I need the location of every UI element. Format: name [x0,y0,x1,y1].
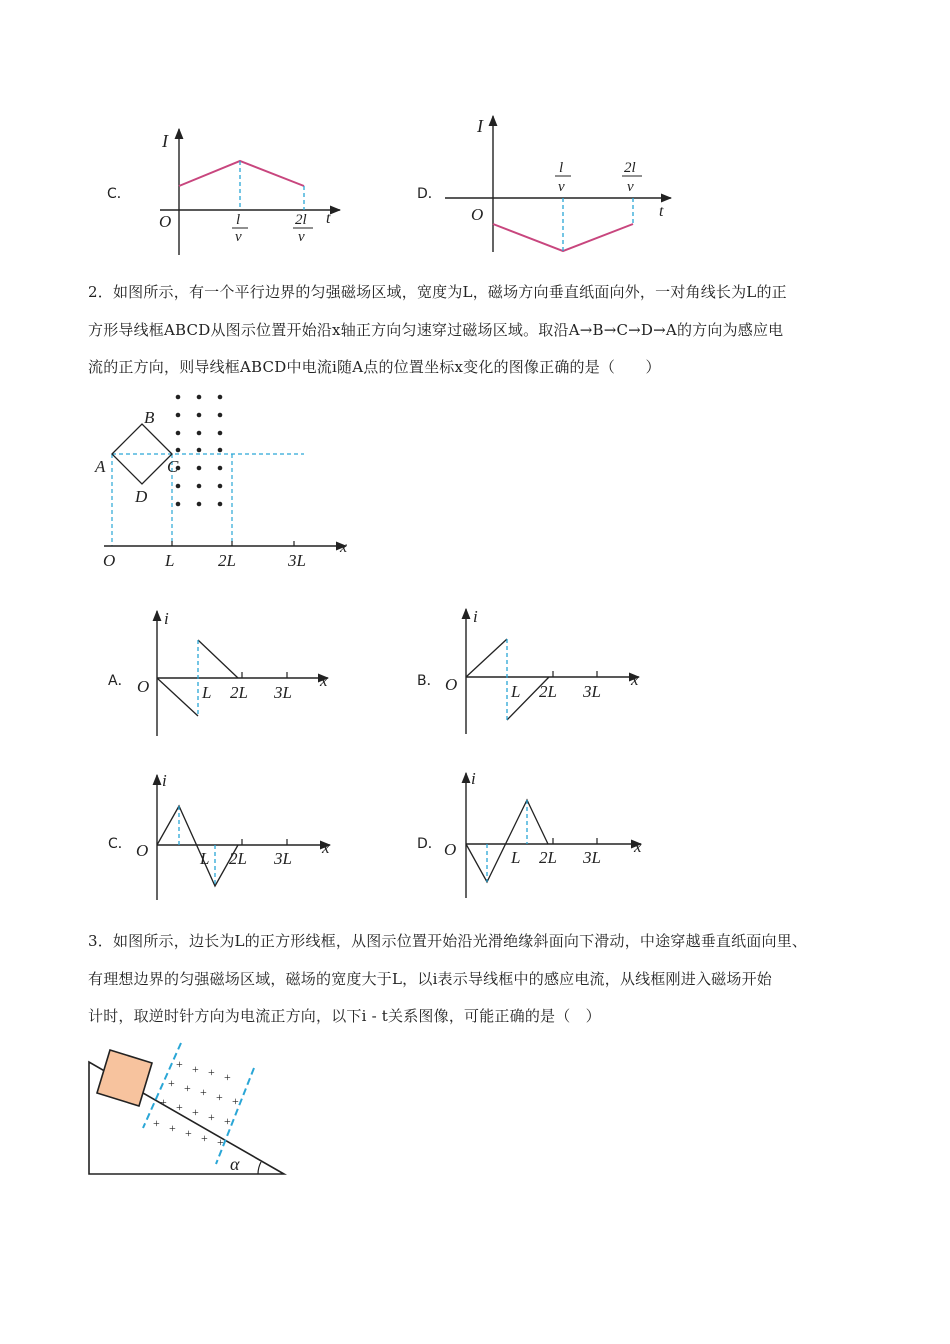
q1-option-c-graph [150,125,370,265]
q1-option-d-graph [445,112,685,262]
q2-option-d-label: D． [417,836,442,852]
svg-text:+: + [184,1081,191,1095]
tick2-denominator: v [627,179,634,195]
svg-text:x: x [634,837,642,856]
current-curve [157,806,238,886]
vertex-a: A [95,457,106,476]
origin-label: O [159,212,172,231]
svg-text:x: x [631,670,639,689]
vertex-c: C [167,457,179,476]
angle-label: α [230,1154,240,1174]
square-block [97,1050,152,1106]
q3-line-2: 有理想边界的匀强磁场区域，磁场的宽度大于L，以i表示导线框中的感应电流，从线框刚进入磁场开始 [88,970,772,988]
x-axis-label: t [326,210,331,227]
q2-option-d-graph [441,768,646,903]
svg-text:3L: 3L [583,682,601,701]
svg-text:+: + [176,1100,183,1114]
svg-text:+: + [208,1065,215,1079]
svg-text:+: + [217,1135,224,1149]
svg-text:i: i [471,769,476,788]
svg-text:2L: 2L [229,849,247,868]
svg-text:+: + [200,1085,207,1099]
svg-text:+: + [168,1076,175,1090]
svg-text:3L: 3L [583,848,601,867]
svg-text:x: x [320,671,328,690]
q2-line-1: 2．如图所示，有一个平行边界的匀强磁场区域，宽度为L，磁场方向垂直纸面向外，一对角线长为L的正 [88,283,787,301]
current-curve [157,678,198,716]
magnetic-field-dots [176,395,223,507]
svg-text:2L: 2L [230,683,248,702]
q3-line-3: 计时，取逆时针方向为电流正方向，以下i - t关系图像，可能正确的是（ ） [88,1007,601,1025]
svg-text:+: + [224,1114,231,1128]
option-c-label: C． [107,186,131,202]
svg-text:+: + [192,1062,199,1076]
origin-label: O [471,205,484,224]
svg-text:O: O [137,677,150,696]
svg-text:L: L [511,682,521,701]
current-curve [466,800,548,882]
option-d-label: D． [417,186,442,202]
q2-option-c-graph [132,770,337,905]
svg-text:+: + [176,1057,183,1071]
svg-text:+: + [216,1090,223,1104]
svg-text:L: L [202,683,212,702]
tick2-numerator: 2l [624,160,636,176]
svg-text:O: O [444,840,457,859]
q3-line-1: 3．如图所示，边长为L的正方形线框，从图示位置开始沿光滑绝缘斜面向下滑动，中途穿越垂直纸面向里、 [88,932,808,950]
svg-text:L: L [511,848,521,867]
svg-text:+: + [232,1094,239,1108]
tick1-numerator: l [236,212,241,228]
tick1-numerator: l [559,160,564,176]
q2-option-a-label: A． [108,673,132,689]
q2-line-3: 流的正方向，则导线框ABCD中电流i随A点的位置坐标x变化的图像正确的是（ ） [88,358,661,376]
q2-option-c-label: C． [108,836,132,852]
tick1-denominator: v [235,229,242,245]
tick2-denominator: v [298,229,305,245]
tick2-numerator: 2l [295,212,307,228]
tick-l: L [165,551,175,570]
svg-text:i: i [473,607,478,626]
svg-text:O: O [136,841,149,860]
q2-figure [92,388,362,578]
field-boundary-right [216,1068,254,1164]
q2-option-b-label: B． [417,673,441,689]
vertex-b: B [144,408,155,427]
x-axis-label: t [659,203,664,220]
tick1-denominator: v [558,179,565,195]
y-axis-label: I [162,131,168,151]
svg-text:+: + [201,1131,208,1145]
svg-text:+: + [160,1095,167,1109]
magnetic-field-crosses [153,1057,239,1149]
current-curve [179,161,304,186]
field-boundary-left [143,1043,181,1128]
svg-text:2L: 2L [539,682,557,701]
svg-text:+: + [185,1126,192,1140]
q3-figure [86,1038,301,1183]
svg-text:O: O [445,675,458,694]
current-curve [466,639,507,677]
y-axis-label: I [477,116,483,136]
x-axis-label: x [340,539,348,556]
svg-text:+: + [192,1105,199,1119]
svg-text:i: i [162,771,167,790]
tick-2l: 2L [218,551,236,570]
q2-option-b-graph [441,604,641,739]
svg-text:2L: 2L [539,848,557,867]
svg-text:x: x [322,838,330,857]
q2-option-a-graph [132,606,332,741]
svg-text:+: + [153,1116,160,1130]
svg-text:+: + [224,1070,231,1084]
q2-line-2: 方形导线框ABCD从图示位置开始沿x轴正方向匀速穿过磁场区域。取沿A→B→C→D→A的方向为感应电 [88,321,784,339]
svg-text:3L: 3L [274,849,292,868]
tick-o: O [103,551,116,570]
svg-text:i: i [164,609,169,628]
svg-text:+: + [169,1121,176,1135]
vertex-d: D [135,487,148,506]
svg-text:+: + [208,1110,215,1124]
tick-3l: 3L [288,551,306,570]
svg-text:L: L [200,849,210,868]
svg-text:3L: 3L [274,683,292,702]
